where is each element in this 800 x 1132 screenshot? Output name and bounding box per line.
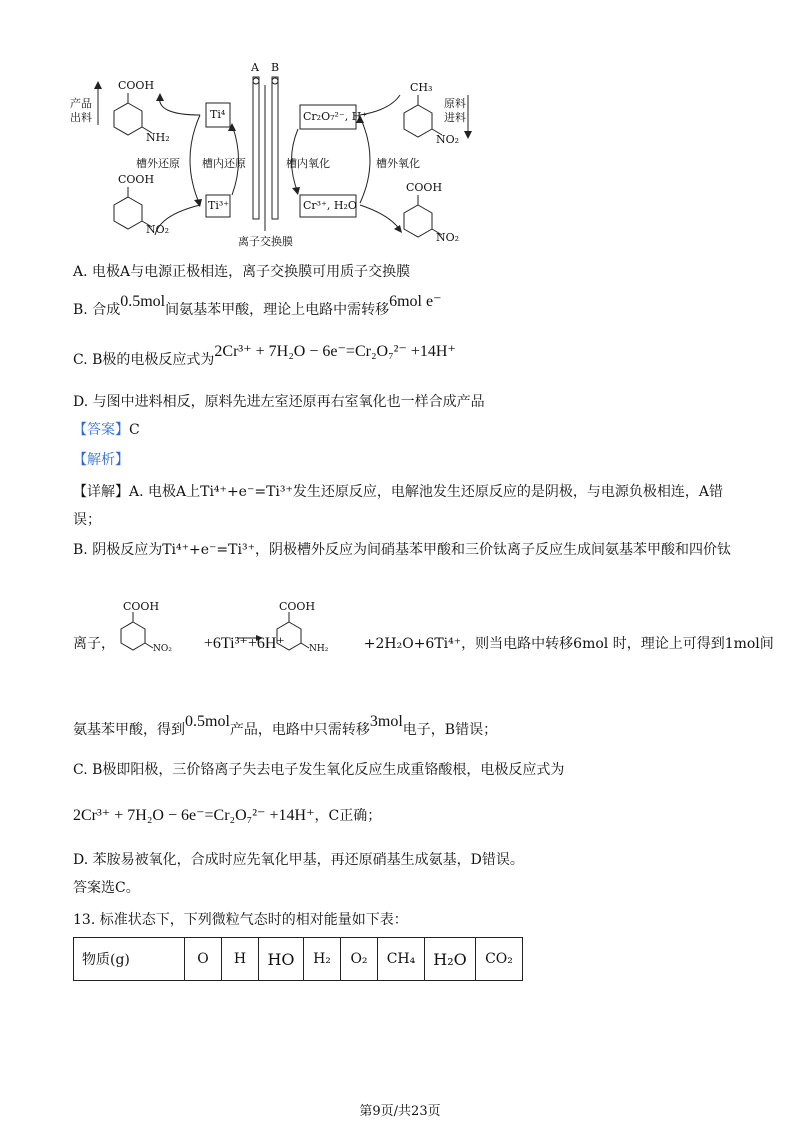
page-footer: 第9页/共23页 (359, 1104, 441, 1119)
option-d: D. 与图中进料相反，原料先进左室还原再右室氧化也一样合成产品 (73, 394, 485, 410)
option-a: A. 电极A与电源正极相连，离子交换膜可用质子交换膜 (73, 264, 411, 280)
conclusion: 答案选C。 (73, 880, 140, 896)
label-cooh-left: COOH (118, 173, 155, 186)
q13-stem: 13. 标准状态下，下列微粒气态时的相对能量如下表： (73, 912, 408, 928)
table-header-cell: HO (259, 938, 304, 981)
table-header-cell: H₂O (425, 938, 476, 981)
detail-b1: B. 阴极反应为Ti⁴⁺+e⁻=Ti³⁺，阴极槽外反应为间硝基苯甲酸和三价钛离子反应生成间氨基苯甲酸和四价钛 (73, 542, 731, 558)
option-b-amount: 0.5mol (120, 293, 166, 310)
detail-d: D. 苯胺易被氧化，合成时应先氧化甲基，再还原硝基生成氨基，D错误。 (73, 852, 524, 868)
label-ti4: Ti⁴ (210, 108, 226, 121)
ring-product (114, 103, 142, 135)
option-b-electrons: 6mol e⁻ (389, 293, 442, 310)
table-header-cell: 物质(g) (74, 938, 185, 981)
label-no2-feed: NO₂ (436, 133, 460, 146)
electrode-b (272, 77, 278, 219)
reaction-cooh-left: COOH (123, 600, 160, 613)
label-no2-right: NO₂ (436, 231, 460, 244)
detail-a1: 【详解】A. 电极A上Ti⁴⁺+e⁻=Ti³⁺发生还原反应，电解池发生还原反应的是阴极，与电源负极相连，A错 (73, 484, 723, 500)
ring-right-nitro (404, 205, 432, 237)
detail-b3: 氨基苯甲酸，得到0.5mol产品，电路中只需转移3mol电子，B错误； (73, 713, 498, 738)
ring-feed (404, 105, 432, 137)
table-header-cell: CO₂ (476, 938, 523, 981)
label-cooh-product: COOH (118, 79, 155, 92)
label-nh2: NH₂ (146, 131, 170, 144)
label-right-in-oxidation: 槽内氧化 (286, 157, 330, 170)
detail-c1: C. B极即阳极，三价铬离子失去电子发生氧化反应生成重铬酸根，电极反应式为 (73, 762, 565, 778)
table-header-cell: O (185, 938, 222, 981)
table-header-cell: O₂ (341, 938, 378, 981)
detail-c2: 2Cr³⁺ + 7H₂O − 6e⁻=Cr₂O₇²⁻ +14H⁺，C正确； (73, 807, 382, 824)
q13-table (73, 937, 523, 981)
label-left-in-reduction: 槽内还原 (202, 157, 246, 170)
table-header-cell: CH₄ (378, 938, 425, 981)
reaction-no2: NO₂ (153, 644, 172, 654)
label-right-out-oxidation: 槽外氧化 (376, 157, 420, 170)
label-feed-in: 原料进料 (444, 97, 466, 124)
reaction-nh2: NH₂ (309, 644, 329, 654)
label-ch3: CH₃ (410, 81, 433, 94)
label-electrode-a: A (251, 61, 259, 74)
label-ti3: Ti³⁺ (208, 199, 230, 212)
table-row (74, 938, 523, 981)
ring-left-nitro (114, 197, 142, 229)
option-b: B. 合成0.5mol间氨基苯甲酸，理论上电路中需转移6mol e⁻ (73, 293, 442, 318)
label-membrane: 离子交换膜 (238, 235, 293, 248)
option-c: C. B极的电极反应式为2Cr³⁺ + 7H₂O − 6e⁻=Cr₂O₇²⁻ +14H⁺ (73, 343, 456, 368)
analysis-tag: 【解析】 (73, 452, 129, 468)
label-left-out-reduction: 槽外还原 (136, 157, 180, 170)
answer-line (73, 420, 140, 440)
table-header-cell: H₂ (304, 938, 341, 981)
option-c-equation: 2Cr³⁺ + 7H₂O − 6e⁻=Cr₂O₇²⁻ +14H⁺ (214, 343, 456, 360)
label-no2-left: NO₂ (146, 223, 170, 236)
answer-value: C (129, 422, 140, 438)
label-cr3: Cr³⁺, H₂O (303, 199, 357, 212)
label-electrode-b: B (271, 61, 280, 74)
detail-a2: 误； (73, 512, 101, 528)
label-product-out: 产品出料 (70, 97, 92, 124)
label-cooh-right: COOH (406, 181, 443, 194)
detail-b2: 离子， +6Ti³⁺+6H⁺ +2H₂O+6Ti⁴⁺，则当电路中转移6mol 时，理论上可得到1mol间 (73, 635, 774, 652)
electrode-a (253, 77, 259, 219)
reaction-cooh-right: COOH (279, 600, 316, 613)
answer-tag: 【答案】 (73, 422, 129, 438)
table-header-cell: H (222, 938, 259, 981)
electrolysis-diagram (60, 55, 480, 250)
label-cr2o7: Cr₂O₇²⁻, H⁺ (303, 110, 368, 123)
